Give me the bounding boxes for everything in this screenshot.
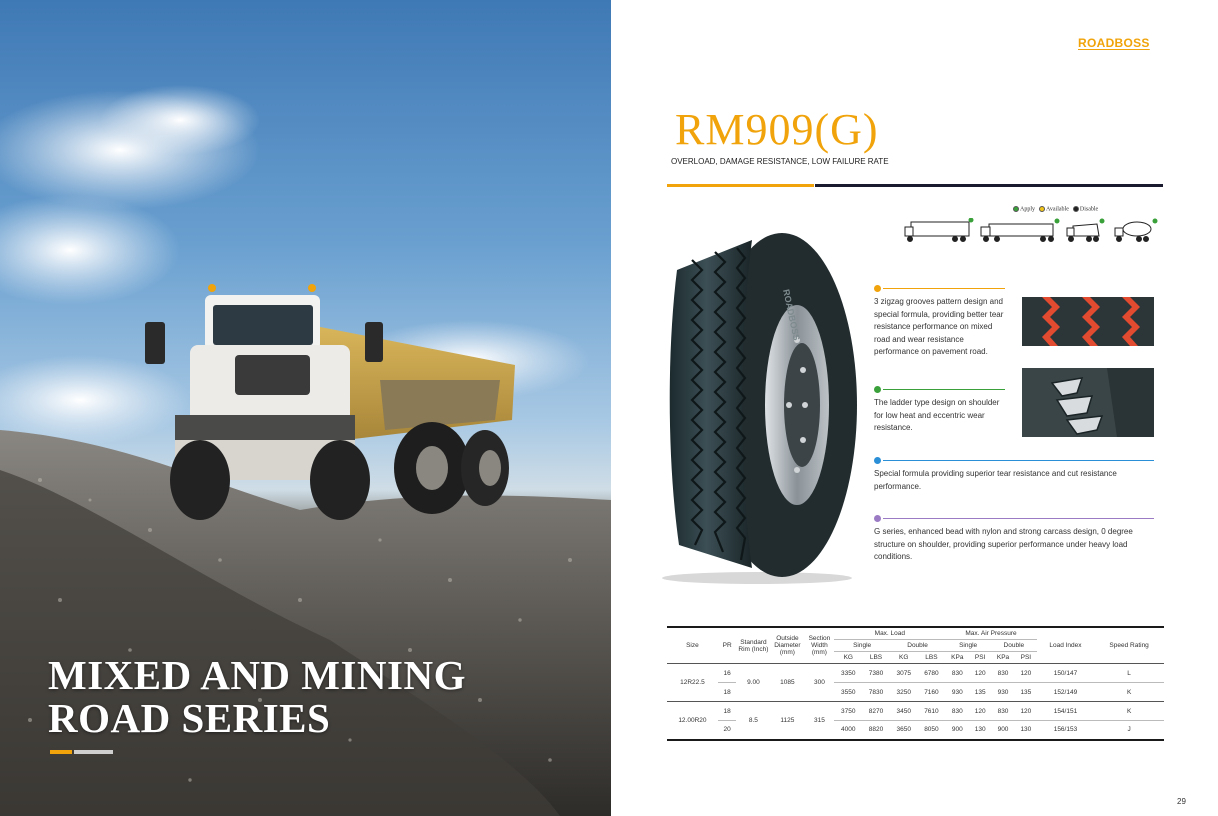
header-rule-accent	[667, 184, 814, 187]
mixer-truck-icon	[1115, 219, 1158, 242]
col-lbs: LBS	[862, 652, 890, 664]
feature-4-bullet	[874, 515, 881, 522]
product-page	[611, 0, 1218, 816]
feature-4-text: G series, enhanced bead with nylon and strong carcass design, 0 degree structure on shoulder, providing superior performance under heavy load conditions.	[874, 527, 1133, 562]
legend-available: Available	[1039, 206, 1069, 212]
col-air-single: Single	[945, 640, 991, 652]
col-kg: KG	[834, 652, 862, 664]
col-size: Size	[667, 627, 718, 664]
legend-disable: Disable	[1073, 206, 1098, 212]
model-name: RM909(G)	[675, 105, 879, 154]
col-sw: Section Width (mm)	[804, 627, 834, 664]
feature-2-text: The ladder type design on shoulder for low heat and eccentric wear resistance.	[874, 398, 1000, 433]
col-rim: Standard Rim (Inch)	[736, 627, 770, 664]
col-od: Outside Diameter (mm)	[770, 627, 804, 664]
table-row: 12.00R20 18 8.5 1125 315 3750 8270 3450 7610 830 120 830 120 154/151 K	[667, 702, 1164, 721]
tire-sidewall-brand: ROADBOSS	[781, 288, 802, 342]
legend-apply: Apply	[1013, 206, 1035, 212]
feature-3-bullet	[874, 457, 881, 464]
col-kg: KG	[890, 652, 918, 664]
table-row: 20 4000 8820 3650 8050 900 130 900 130 156/153 J	[667, 721, 1164, 740]
col-load-double: Double	[890, 640, 945, 652]
col-psi: PSI	[969, 652, 991, 664]
col-air-double: Double	[991, 640, 1037, 652]
page-number: 29	[1177, 797, 1186, 806]
feature-3-text: Special formula providing superior tear resistance and cut resistance performance.	[874, 469, 1117, 491]
feature-1-bullet	[874, 285, 881, 292]
series-title	[48, 654, 466, 740]
long-trailer-icon	[981, 219, 1060, 242]
col-kpa: KPa	[945, 652, 969, 664]
col-psi: PSI	[1015, 652, 1037, 664]
shoulder-ladder-closeup-photo	[1022, 368, 1154, 437]
brand-logo: ROADBOSS	[1078, 36, 1150, 50]
feature-2-bullet	[874, 386, 881, 393]
application-legend	[1013, 206, 1098, 212]
truck-trailer-icon	[905, 218, 974, 242]
model-tagline: OVERLOAD, DAMAGE RESISTANCE, LOW FAILURE RATE	[671, 157, 889, 166]
col-load-single: Single	[834, 640, 889, 652]
feature-1-text: 3 zigzag grooves pattern design and special formula, providing better tear resistance performance on mixed road and wear resistance performance on pavement road.	[874, 297, 1004, 357]
table-row: 12R22.5 16 9.00 1085 300 3350 7380 3075 6780 830 120 830 120 150/147 L	[667, 664, 1164, 683]
tread-groove-closeup-photo	[1022, 297, 1154, 346]
col-speed: Speed Rating	[1094, 627, 1164, 664]
header-rule-dark	[815, 184, 1163, 187]
series-title-line2: ROAD SERIES	[48, 695, 331, 741]
dump-truck	[145, 284, 515, 520]
table-row: 18 3550 7830 3250 7160 930 135 930 135 152/149 K	[667, 683, 1164, 702]
title-accent-bar	[50, 750, 113, 754]
col-kpa: KPa	[991, 652, 1015, 664]
series-title-line1: MIXED AND MINING	[48, 652, 466, 698]
dump-truck-icon	[1067, 219, 1105, 242]
tire-image	[657, 230, 857, 586]
col-max-air: Max. Air Pressure	[945, 627, 1036, 640]
col-lbs: LBS	[918, 652, 946, 664]
col-load-index: Load Index	[1037, 627, 1095, 664]
col-max-load: Max. Load	[834, 627, 945, 640]
col-pr: PR	[718, 627, 737, 664]
specification-table	[667, 626, 1164, 741]
vehicle-application-icons	[903, 218, 1165, 246]
